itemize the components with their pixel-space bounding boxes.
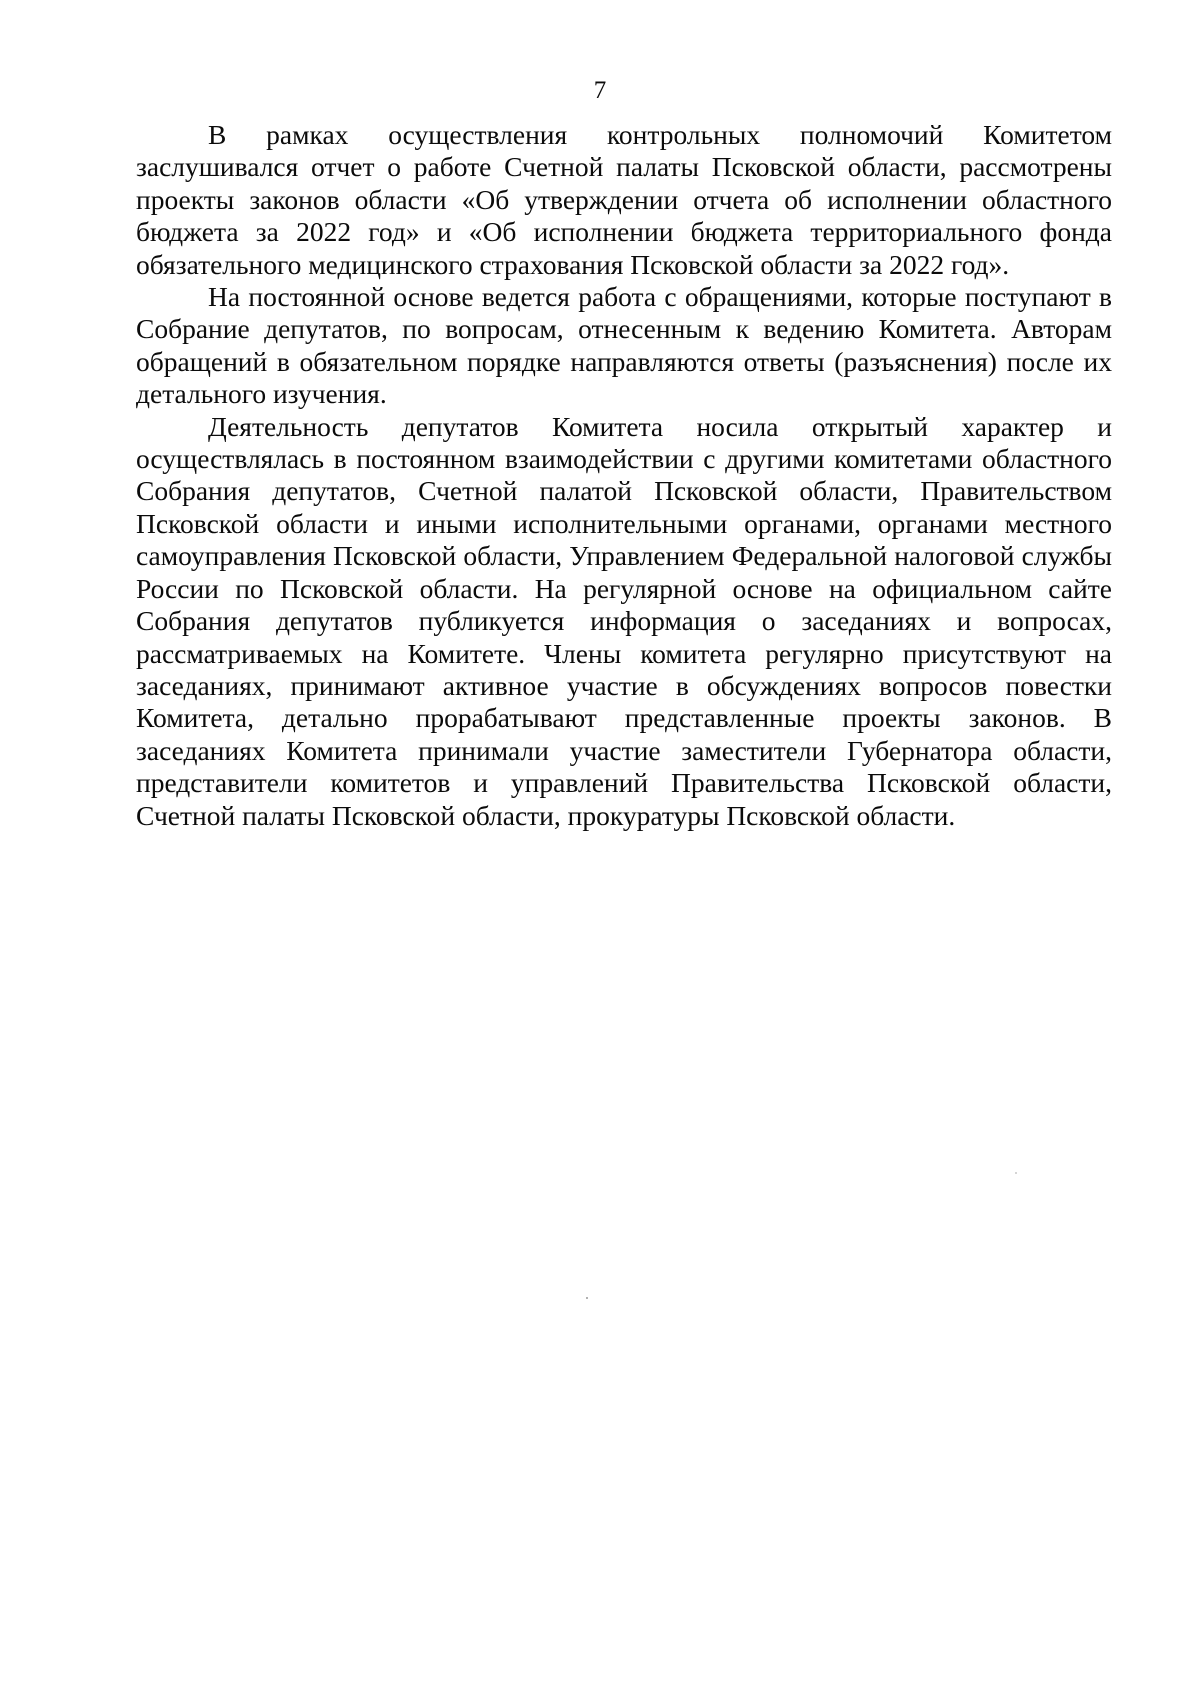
paragraph-control-powers: В рамках осуществления контрольных полномочий Комитетом заслушивался отчет о работе Счетной палаты Псковской области, рассмотрены проекты законов области «Об утверждении отчета об исполнении областного бюджета за 2022 год» и «Об исполнении бюджета территориального фонда обязательного медицинского страхования Псковской области за 2022 год». [136, 119, 1112, 280]
scan-speck [1015, 1172, 1017, 1174]
page-number: 7 [593, 77, 607, 104]
paragraph-appeals: На постоянной основе ведется работа с обращениями, которые поступают в Собрание депутатов, по вопросам, отнесенным к ведению Комитета. Авторам обращений в обязательном порядке направляются ответы (разъяснения) после их детального изучения. [136, 281, 1112, 410]
scan-speck [586, 1297, 588, 1299]
document-body [136, 119, 1112, 832]
paragraph-committee-activity: Деятельность депутатов Комитета носила открытый характер и осуществлялась в постоянном взаимодействии с другими комитетами областного Собрания депутатов, Счетной палатой Псковской области, Правительством Псковской области и иными исполнительными органами, органами местного самоуправления Псковской области, Управлением Федеральной налоговой службы России по Псковской области. На регулярной основе на официальном сайте Собрания депутатов публикуется информация о заседаниях и вопросах, рассматриваемых на Комитете. Члены комитета регулярно присутствуют на заседаниях, принимают активное участие в обсуждениях вопросов повестки Комитета, детально прорабатывают представленные проекты законов. В заседаниях Комитета принимали участие заместители Губернатора области, представители комитетов и управлений Правительства Псковской области, Счетной палаты Псковской области, прокуратуры Псковской области. [136, 410, 1112, 831]
